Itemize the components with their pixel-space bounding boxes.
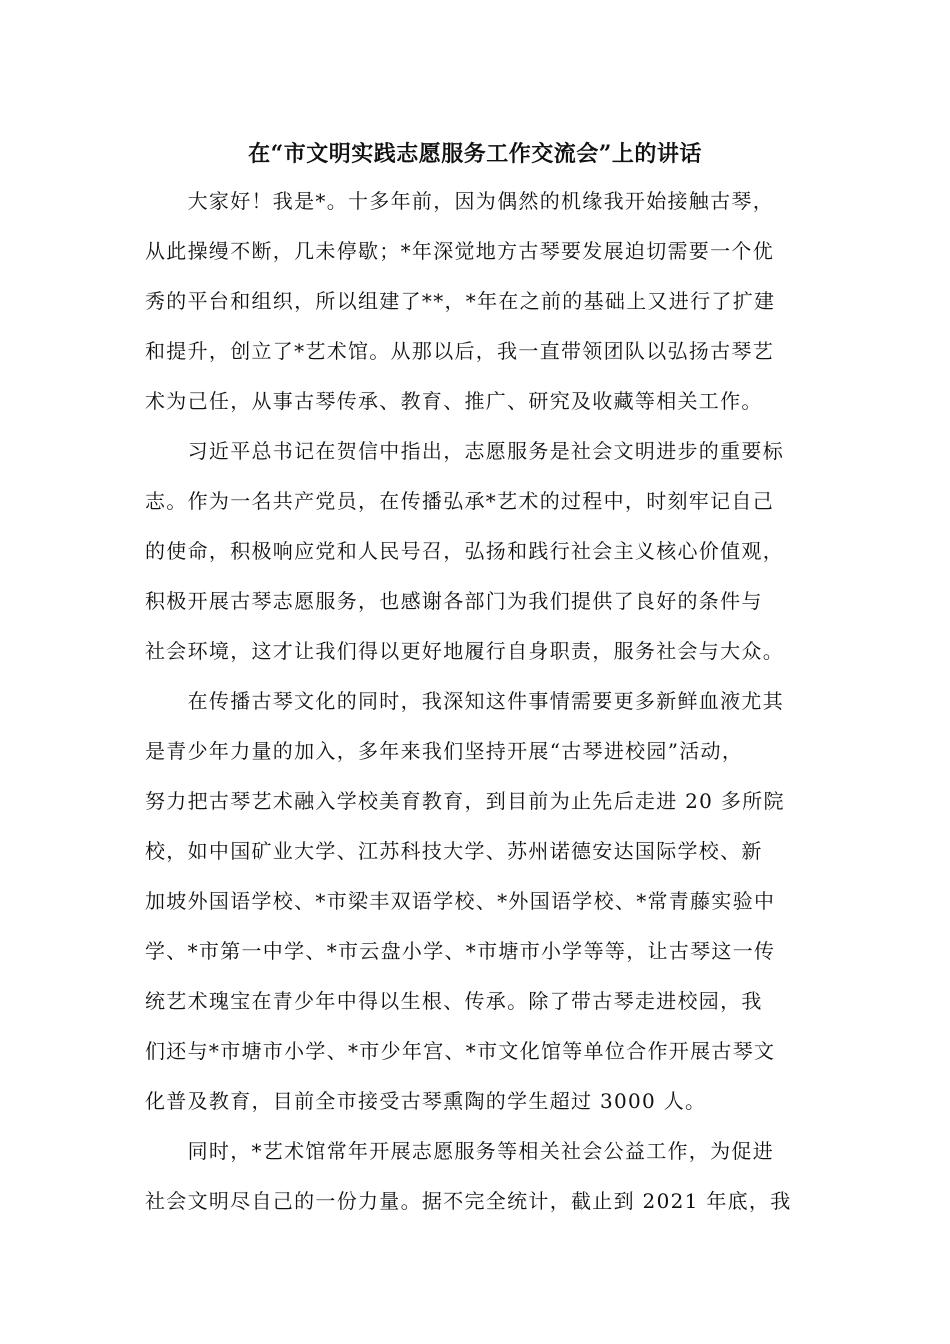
body-line: 术为己任，从事古琴传承、教育、推广、研究及收藏等相关工作。 (145, 389, 763, 413)
body-line: 统艺术瑰宝在青少年中得以生根、传承。除了带古琴走进校园，我 (145, 989, 763, 1013)
body-line: 是青少年力量的加入，多年来我们坚持开展“古琴进校园”活动， (145, 739, 744, 763)
body-line: 积极开展古琴志愿服务，也感谢各部门为我们提供了良好的条件与 (145, 589, 763, 613)
body-line: 在传播古琴文化的同时，我深知这件事情需要更多新鲜血液尤其 (145, 689, 784, 713)
body-line: 社会环境，这才让我们得以更好地履行自身职责，服务社会与大众。 (145, 639, 784, 663)
body-line: 志。作为一名共产党员，在传播弘承*艺术的过程中，时刻牢记自己 (145, 489, 774, 513)
body-line: 同时，*艺术馆常年开展志愿服务等相关社会公益工作，为促进 (145, 1139, 774, 1163)
body-line: 秀的平台和组织，所以组建了**，*年在之前的基础上又进行了扩建 (145, 289, 776, 313)
body-line: 加坡外国语学校、*市梁丰双语学校、*外国语学校、*常青藤实验中 (145, 889, 776, 913)
body-line: 习近平总书记在贺信中指出，志愿服务是社会文明进步的重要标 (145, 439, 784, 463)
body-line: 的使命，积极响应党和人民号召，弘扬和践行社会主义核心价值观， (145, 539, 784, 563)
body-line: 和提升，创立了*艺术馆。从那以后，我一直带领团队以弘扬古琴艺 (145, 339, 774, 363)
document-title: 在“市文明实践志愿服务工作交流会”上的讲话 (248, 141, 702, 167)
body-line: 们还与*市塘市小学、*市少年宫、*市文化馆等单位合作开展古琴文 (145, 1039, 776, 1063)
body-line: 努力把古琴艺术融入学校美育教育，到目前为止先后走进 20 多所院 (145, 789, 785, 813)
body-line: 校，如中国矿业大学、江苏科技大学、苏州诺德安达国际学校、新 (145, 839, 763, 863)
body-line: 学、*市第一中学、*市云盘小学、*市塘市小学等等，让古琴这一传 (145, 939, 776, 963)
body-line: 大家好！我是*。十多年前，因为偶然的机缘我开始接触古琴， (145, 189, 774, 213)
body-line: 化普及教育，目前全市接受古琴熏陶的学生超过 3000 人。 (145, 1089, 707, 1113)
body-line: 从此操缦不断，几未停歇；*年深觉地方古琴要发展迫切需要一个优 (145, 239, 774, 263)
body-line: 社会文明尽自己的一份力量。据不完全统计，截止到 2021 年底，我 (145, 1189, 792, 1213)
